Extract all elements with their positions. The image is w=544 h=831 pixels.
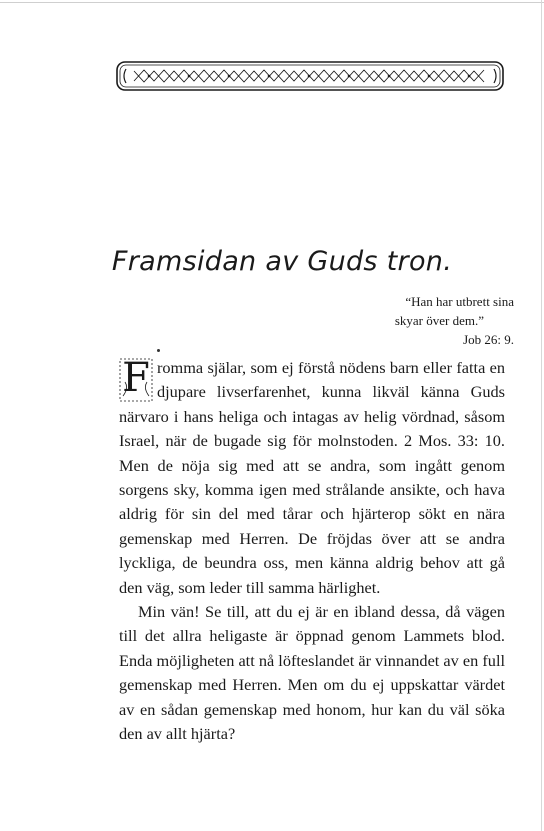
paragraph-1 [119, 356, 505, 600]
drop-cap [119, 355, 153, 402]
paragraph-2: Min vän! Se till, att du ej är en ibland dessa, då vägen till det allra heligaste är öppnad genom Lammets blod. Enda möjligheten att nå löfteslandet är vinnandet av en full gemenskap med Herren. Men om du ej uppskattar värdet av en sådan gemenskap med honom, hur kan du väl söka den av allt hjärta? [119, 602, 505, 744]
page-top-edge [0, 2, 544, 3]
print-speck [157, 349, 160, 352]
epigraph [254, 292, 514, 349]
decorative-header-border [116, 61, 504, 91]
epigraph-line-2: skyar över dem.” [394, 313, 484, 328]
epigraph-reference: Job 26: 9. [463, 332, 514, 347]
epigraph-line-1: “Han har utbrett sina [405, 294, 514, 309]
body-text [119, 356, 505, 747]
paragraph-1-text: romma själar, som ej förstå nödens barn eller fatta en djupare livserfarenhet, kunna likväl känna Guds närvaro i hans heliga och intagas av helig vördnad, såsom Israel, när de bugade sig för molnstoden. 2 Mos. 33: 10. Men de nöja sig med att se andra, som ingått genom sorgens sky, komma igen med strålande ansikte, och hava aldrig för sin del med tårar och hjärterop sökt en nära gemenskap med Herren. De fröjdas över att se andra lyckliga, de beundra oss, men känna aldrig behov att gå den väg, som leder till samma härlighet. [119, 358, 505, 597]
chapter-title: Framsidan av Guds tron. [111, 246, 453, 277]
drop-cap-letter: F [122, 355, 150, 401]
page-right-edge [541, 0, 542, 831]
